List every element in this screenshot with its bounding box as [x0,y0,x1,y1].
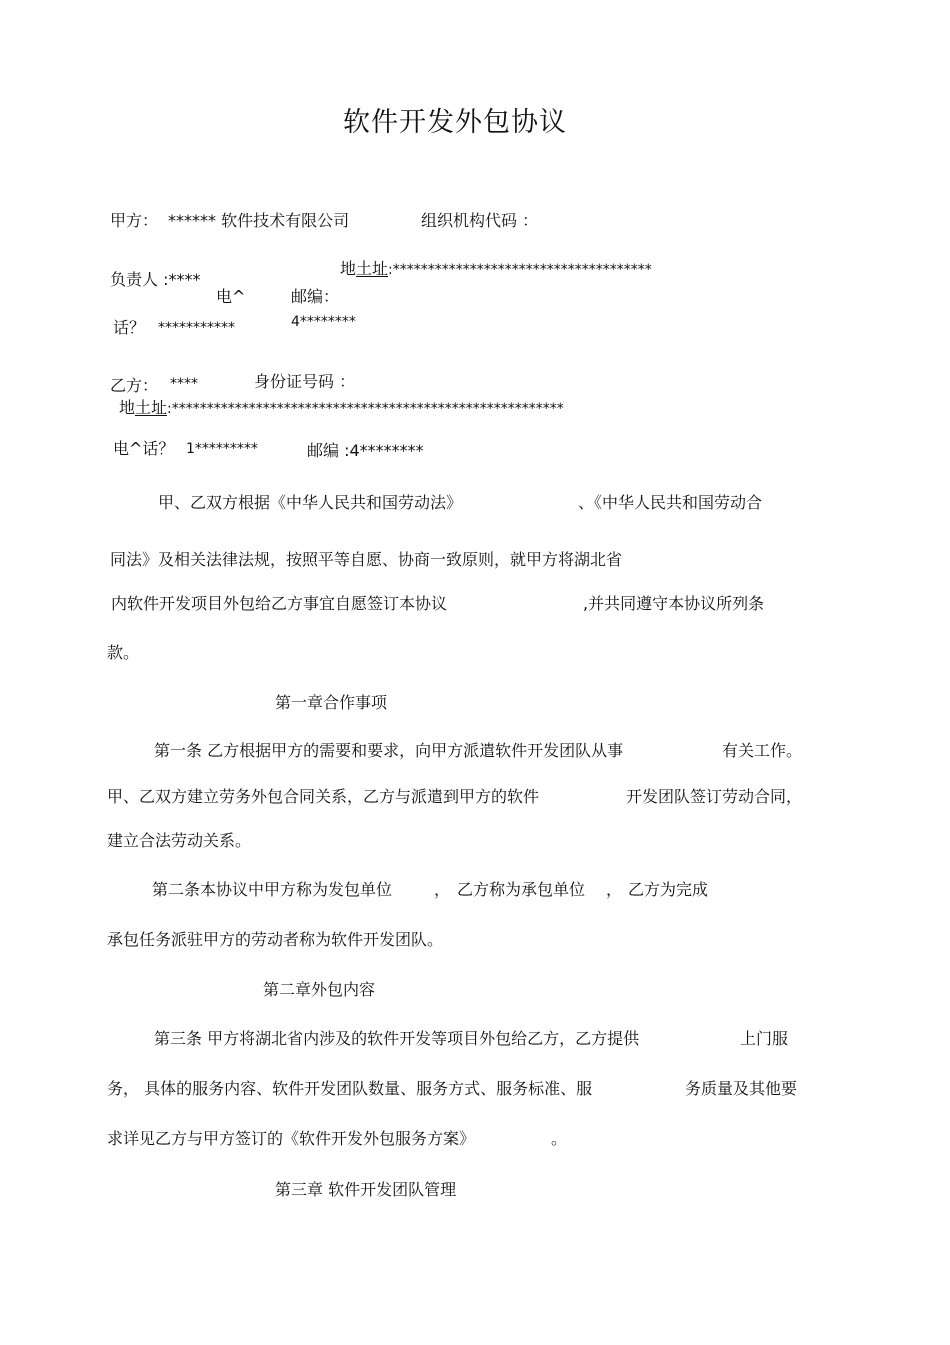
document-title: 软件开发外包协议 [343,107,567,138]
article-1-line-1b: 有关工作。 [722,741,803,760]
party-b-address [119,398,564,419]
party-b-label: 乙方： [110,376,159,395]
party-a-phone-label-top: 电^ [216,287,246,306]
article-2-line-1e: 乙方为完成 [628,880,709,899]
party-a-postcode-value: 4******** [291,314,356,330]
intro-line-3b: ,并共同遵守本协议所列条 [583,594,765,613]
party-b-postcode: 邮编 :4******** [307,441,424,460]
party-a-org-code-label: 组织机构代码 ： [421,211,539,230]
article-3-line-2b: 务质量及其他要 [685,1079,798,1098]
article-3-line-3a: 求详见乙方与甲方签订的《软件开发外包服务方案》 [107,1129,476,1148]
intro-line-1b: 、《中华人民共和国劳动合 [578,493,763,512]
party-b-address-value: :******************************************************** [167,401,564,417]
article-2-line-2: 承包任务派驻甲方的劳动者称为软件开发团队。 [107,930,444,949]
party-b-name: **** [170,376,198,392]
article-3-line-3b: 。 [551,1129,568,1148]
party-b-address-underlined: 土址 [135,398,168,417]
intro-line-4: 款。 [107,643,140,662]
article-1-line-2a: 甲、乙双方建立劳务外包合同关系，乙方与派遣到甲方的软件 [107,787,540,806]
party-a-phone-value: *********** [158,320,235,336]
party-a-phone-label-bottom: 话？ [113,318,146,337]
party-b-phone-value: 1********* [186,441,258,457]
party-a-address-prefix: 地 [340,259,357,278]
article-1-line-1a: 第一条 乙方根据甲方的需要和要求，向甲方派遣软件开发团队从事 [154,741,624,760]
article-3-line-1a: 第三条 甲方将湖北省内涉及的软件开发等项目外包给乙方，乙方提供 [154,1029,640,1048]
article-3-line-2a: 务， 具体的服务内容、软件开发团队数量、服务方式、服务标准、服 [107,1079,593,1098]
chapter-2-heading: 第二章外包内容 [263,980,376,999]
article-3-line-1b: 上门服 [740,1029,789,1048]
article-1-line-2b: 开发团队签订劳动合同， [626,787,803,806]
article-1-line-3: 建立合法劳动关系。 [107,831,252,850]
chapter-3-heading: 第三章 软件开发团队管理 [275,1180,457,1199]
article-2-line-1b: ， [434,880,451,899]
party-a-responsible: 负责人 :**** [110,270,201,289]
party-b-address-prefix: 地 [119,398,136,417]
article-2-line-1d: ， [606,880,623,899]
party-a-postcode-label: 邮编： [291,287,340,306]
party-a-address-underlined: 土址 [356,259,389,278]
party-a-address [340,259,652,280]
article-2-line-1c: 乙方称为承包单位 [457,880,586,899]
chapter-1-heading: 第一章合作事项 [275,693,388,712]
intro-line-2: 同法》及相关法律法规，按照平等自愿、协商一致原则，就甲方将湖北省 [110,550,623,569]
intro-line-1a: 甲、乙双方根据《中华人民共和国劳动法》 [158,493,463,512]
intro-line-3a: 内软件开发项目外包给乙方事宜自愿签订本协议 [111,594,448,613]
party-b-phone-label: 电^话？ [113,439,175,458]
party-b-id-label: 身份证号码 ： [254,372,356,391]
party-a-name: ****** 软件技术有限公司 [168,211,350,230]
party-a-label: 甲方： [110,211,159,230]
party-a-address-value: :************************************* [388,262,652,278]
article-2-line-1a: 第二条本协议中甲方称为发包单位 [152,880,393,899]
